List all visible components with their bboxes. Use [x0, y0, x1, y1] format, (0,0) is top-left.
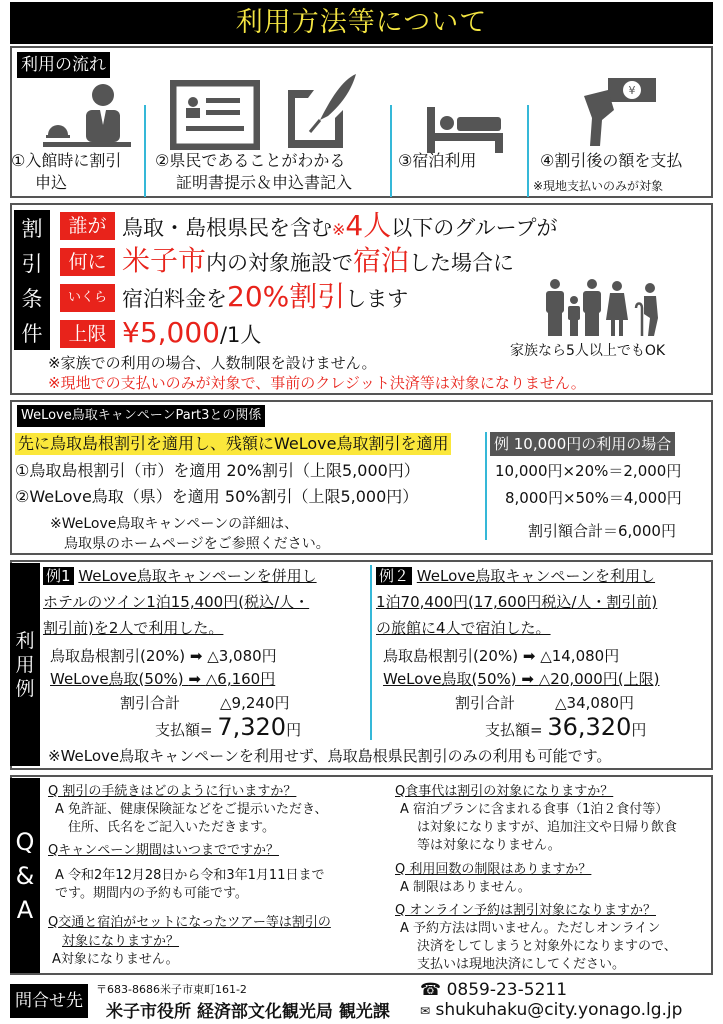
example-header: 例 10,000円の利用の場合 — [490, 432, 675, 456]
svg-text:¥: ¥ — [628, 84, 636, 97]
contact-office: 米子市役所 経済部文化観光局 観光課 — [106, 1002, 390, 1022]
qa-right-a2: A 制限はありません。 — [400, 880, 531, 895]
reception-icon — [38, 80, 138, 150]
qa-side-label: Q & A — [10, 778, 40, 973]
flow-step-4-line1: ④割引後の額を支払 — [540, 151, 683, 170]
cond-tag-howmuch: いくら — [60, 284, 115, 312]
qa-left-a2-1: A 令和2年12月28日から令和3年1月11日まで — [55, 868, 325, 883]
flow-step-4-line2: ※現地支払いのみが対象 — [533, 179, 664, 193]
example2-discount-1: 鳥取島根割引(20%) ➡ △14,080円 — [383, 647, 620, 665]
flow-step-1-line1: ①入館時に割引 — [11, 151, 122, 170]
qa-right-q1: Q食事代は割引の対象になりますか？ — [395, 784, 614, 799]
arrow-right-icon: ➡ — [522, 647, 536, 665]
family-note: 家族なら5人以上でもOK — [510, 343, 666, 359]
id-card-icon — [170, 80, 260, 150]
page-title: 利用方法等について — [10, 2, 713, 44]
flow-step-2-line2: 証明書提示＆申込書記入 — [176, 173, 353, 192]
cond-tag-what: 何に — [60, 248, 115, 276]
flow-label: 利用の流れ — [17, 52, 110, 78]
flow-step-2-line1: ②県民であることがわかる — [155, 151, 346, 170]
qa-right-a3-2: 決済をしてしまうと対象外になりますので、 — [417, 939, 677, 954]
example1-line3: 割引前)を2人で利用した。 — [43, 619, 224, 637]
example2-pay: 支払額= 36,320円 — [485, 713, 647, 741]
example1-line1: 例1 WeLove鳥取キャンペーンを併用し — [43, 565, 317, 587]
divider — [390, 105, 392, 197]
condition-note-payment: ※現地での支払いのみが対象で、事前のクレジット決済等は対象になりません。 — [48, 374, 586, 392]
qa-right-q3: Q オンライン予約は割引対象になりますか？ — [395, 903, 656, 918]
qa-right-a1-3: 等は対象になりません。 — [417, 838, 561, 853]
mail-icon: ✉ — [420, 1004, 431, 1018]
cond-tag-who: 誰が — [60, 212, 115, 240]
relation-label: WeLove鳥取キャンペーンPart3との関係 — [17, 405, 265, 427]
contact-phone: ☎ 0859-23-5211 — [420, 980, 568, 1000]
qa-left-q2: Qキャンペーン期間はいつまでですか？ — [48, 843, 279, 858]
arrow-right-icon: ➡ — [188, 670, 201, 688]
bed-icon — [425, 105, 505, 155]
example1-discount-1: 鳥取島根割引(20%) ➡ △3,080円 — [50, 647, 277, 665]
example-total: 割引額合計＝6,000円 — [528, 522, 676, 540]
divider — [485, 432, 487, 540]
qa-left-a2-2: です。期間内の予約も可能です。 — [55, 886, 248, 901]
qa-left-a3: A対象になりません。 — [52, 952, 179, 967]
qa-right-q2: Q 利用回数の制限はありますか？ — [395, 862, 592, 877]
arrow-right-icon: ➡ — [521, 670, 534, 688]
relation-note-2: 鳥取県のホームページをご参照ください。 — [64, 536, 330, 552]
relation-highlight: 先に鳥取島根割引を適用し、残額にWeLove鳥取割引を適用 — [15, 433, 451, 455]
family-icon — [540, 278, 670, 338]
example2-discount-2: WeLove鳥取(50%) ➡ △20,000円(上限) — [383, 670, 660, 688]
qa-right-a3-1: A 予約方法は問いません。ただしオンライン — [400, 921, 661, 936]
qa-left-q3: Q交通と宿泊がセットになったツアー等は割引の — [48, 915, 331, 930]
arrow-right-icon: ➡ — [189, 647, 203, 665]
examples-note: ※WeLove鳥取キャンペーンを利用せず、鳥取島根県民割引のみの利用も可能です。 — [48, 747, 612, 765]
example2-sum: 割引合計 △34,080円 — [455, 694, 635, 712]
example2-line3: の旅館に4人で宿泊した。 — [376, 619, 551, 637]
example2-line1: 例２ WeLove鳥取キャンペーンを利用し — [376, 565, 655, 587]
flow-step-1-line2: 申込 — [35, 173, 68, 192]
condition-note-family: ※家族での利用の場合、人数制限を設けません。 — [48, 354, 377, 372]
conditions-side-label: 割 引 条 件 — [14, 210, 50, 350]
contact-address: 〒683-8686米子市東町161-2 — [96, 983, 247, 996]
pay-money-icon — [580, 74, 660, 148]
pen-write-icon — [280, 70, 360, 152]
examples-side-label: 利 用 例 — [10, 563, 40, 766]
qa-left-q1: Q 割引の手続きはどのように行いますか？ — [48, 784, 297, 799]
divider — [144, 105, 146, 197]
relation-note-1: ※WeLove鳥取キャンペーンの詳細は、 — [50, 516, 299, 532]
qa-left-q3-cont: 対象になりますか？ — [62, 934, 180, 949]
contact-email[interactable]: ✉ shukuhaku@city.yonago.lg.jp — [420, 1000, 683, 1020]
qa-right-a1-1: A 宿泊プランに含まれる食事（1泊２食付等） — [400, 802, 669, 817]
phone-icon: ☎ — [420, 980, 442, 1000]
qa-left-a1-1: A 免許証、健康保険証などをご提示いただき、 — [55, 802, 328, 817]
cond-what: 米子市内の対象施設で宿泊した場合に — [122, 244, 515, 277]
example2-line2: 1泊70,400円(17,600円税込/人・割引前) — [376, 593, 658, 611]
divider — [527, 105, 529, 197]
example1-pay: 支払額= 7,320円 — [155, 713, 302, 741]
relation-line-2: ②WeLove鳥取（県）を適用 50%割引（上限5,000円） — [15, 487, 419, 506]
divider — [370, 565, 372, 740]
cond-howmuch: 宿泊料金を20%割引します — [122, 280, 409, 313]
cond-limit: ¥5,000/1人 — [122, 316, 262, 349]
qa-left-a1-2: 住所、氏名をご記入いただきます。 — [55, 820, 275, 835]
cond-who: 鳥取・島根県民を含む※4人以下のグループが — [122, 209, 558, 242]
example1-line2: ホテルのツイン1泊15,400円(税込/人・ — [43, 593, 310, 611]
example-calc-1: 10,000円×20%＝2,000円 — [495, 462, 682, 480]
qa-right-a3-3: 支払いは現地決済にしてください。 — [417, 957, 626, 972]
example1-discount-2: WeLove鳥取(50%) ➡ △6,160円 — [50, 670, 276, 688]
relation-line-1: ①鳥取島根割引（市）を適用 20%割引（上限5,000円） — [15, 461, 420, 480]
example-calc-2: 8,000円×50%＝4,000円 — [505, 489, 682, 507]
cond-tag-limit: 上限 — [60, 320, 115, 348]
flow-step-3-line1: ③宿泊利用 — [398, 151, 477, 170]
qa-right-a1-2: は対象になりますが、追加注文や日帰り飲食 — [417, 820, 678, 835]
contact-label: 問合せ先 — [10, 984, 88, 1018]
example1-sum: 割引合計 △9,240円 — [120, 694, 290, 712]
